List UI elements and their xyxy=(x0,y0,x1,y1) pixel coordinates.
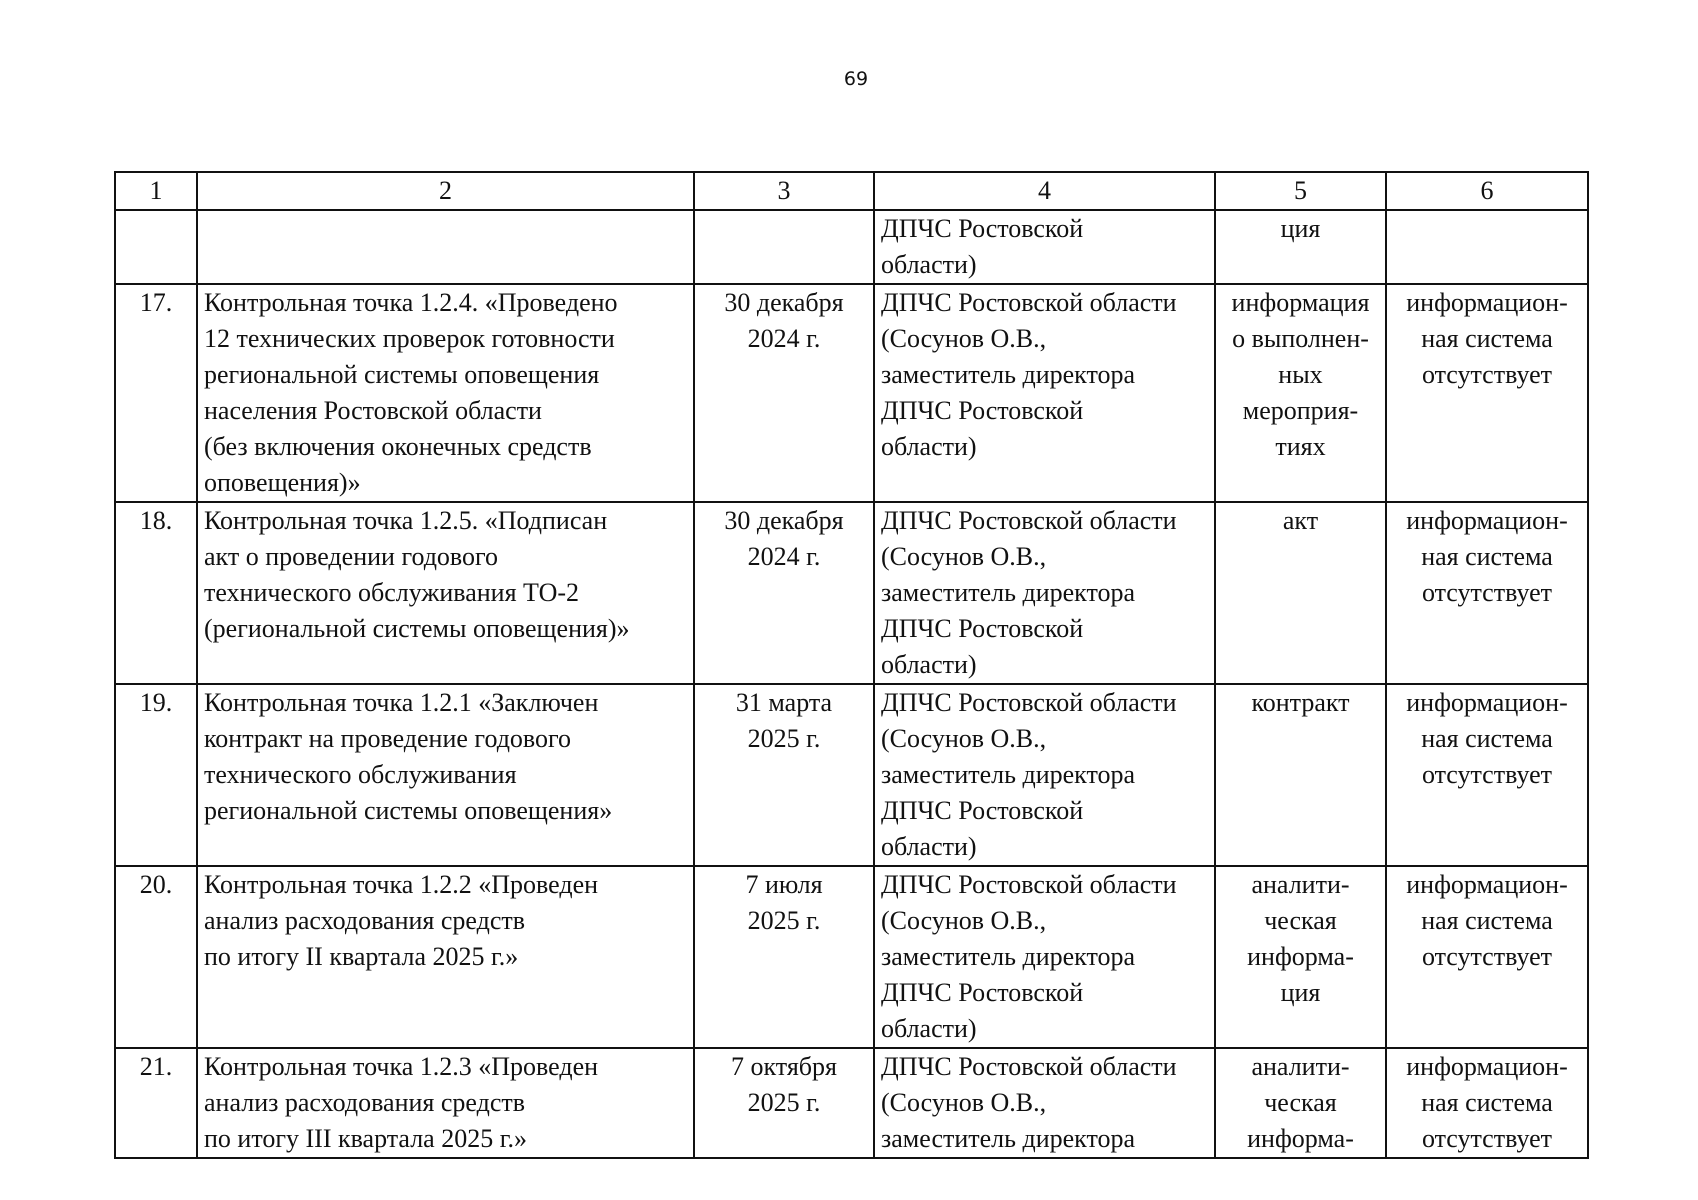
page-number: 69 xyxy=(843,68,869,90)
column-header-3: 3 xyxy=(694,172,874,210)
cell-number: 20. xyxy=(115,866,197,1048)
cell-document: аналити- ческая информа- ция xyxy=(1215,866,1386,1048)
cell-number: 21. xyxy=(115,1048,197,1158)
cell-document: информация о выполнен- ных мероприя- тиях xyxy=(1215,284,1386,502)
cell-date: 7 октября 2025 г. xyxy=(694,1048,874,1158)
cell-number: 17. xyxy=(115,284,197,502)
cell-document: акт xyxy=(1215,502,1386,684)
cell-document: контракт xyxy=(1215,684,1386,866)
table-row xyxy=(115,866,1588,1048)
cell-title: Контрольная точка 1.2.3 «Проведен анализ расходования средств по итогу III квартала 2025 г.» xyxy=(197,1048,694,1158)
cell-number: 18. xyxy=(115,502,197,684)
cell-date: 7 июля 2025 г. xyxy=(694,866,874,1048)
cell-number: 19. xyxy=(115,684,197,866)
table-row-continuation xyxy=(115,210,1588,284)
cell-system: информацион- ная система отсутствует xyxy=(1386,866,1588,1048)
table-row xyxy=(115,1048,1588,1158)
cell-date xyxy=(694,210,874,284)
table-row xyxy=(115,284,1588,502)
cell-title: Контрольная точка 1.2.2 «Проведен анализ расходования средств по итогу II квартала 2025 г.» xyxy=(197,866,694,1048)
cell-system: информацион- ная система отсутствует xyxy=(1386,684,1588,866)
cell-number xyxy=(115,210,197,284)
cell-title: Контрольная точка 1.2.4. «Проведено 12 технических проверок готовности региональной системы оповещения населения Ростовской области (без включения оконечных средств оповещения)» xyxy=(197,284,694,502)
cell-date: 30 декабря 2024 г. xyxy=(694,502,874,684)
column-header-2: 2 xyxy=(197,172,694,210)
column-header-1: 1 xyxy=(115,172,197,210)
table-row xyxy=(115,502,1588,684)
column-header-4: 4 xyxy=(874,172,1215,210)
cell-responsible: ДПЧС Ростовской области (Сосунов О.В., заместитель директора xyxy=(874,1048,1215,1158)
cell-system: информацион- ная система отсутствует xyxy=(1386,1048,1588,1158)
cell-title: Контрольная точка 1.2.5. «Подписан акт о проведении годового технического обслуживания ТО-2 (региональной системы оповещения)» xyxy=(197,502,694,684)
cell-responsible: ДПЧС Ростовской области (Сосунов О.В., заместитель директора ДПЧС Ростовской области) xyxy=(874,502,1215,684)
cell-title: Контрольная точка 1.2.1 «Заключен контракт на проведение годового технического обслуживания региональной системы оповещения» xyxy=(197,684,694,866)
cell-responsible: ДПЧС Ростовской области (Сосунов О.В., заместитель директора ДПЧС Ростовской области) xyxy=(874,284,1215,502)
column-header-5: 5 xyxy=(1215,172,1386,210)
cell-date: 31 марта 2025 г. xyxy=(694,684,874,866)
cell-date: 30 декабря 2024 г. xyxy=(694,284,874,502)
cell-responsible: ДПЧС Ростовской области (Сосунов О.В., заместитель директора ДПЧС Ростовской области) xyxy=(874,684,1215,866)
cell-system xyxy=(1386,210,1588,284)
cell-system: информацион- ная система отсутствует xyxy=(1386,502,1588,684)
column-header-6: 6 xyxy=(1386,172,1588,210)
cell-responsible: ДПЧС Ростовской области (Сосунов О.В., заместитель директора ДПЧС Ростовской области) xyxy=(874,866,1215,1048)
cell-system: информацион- ная система отсутствует xyxy=(1386,284,1588,502)
cell-title xyxy=(197,210,694,284)
control-points-table xyxy=(114,171,1589,1159)
cell-document: ция xyxy=(1215,210,1386,284)
table-header-row xyxy=(115,172,1588,210)
table-row xyxy=(115,684,1588,866)
cell-document: аналити- ческая информа- xyxy=(1215,1048,1386,1158)
cell-responsible: ДПЧС Ростовской области) xyxy=(874,210,1215,284)
